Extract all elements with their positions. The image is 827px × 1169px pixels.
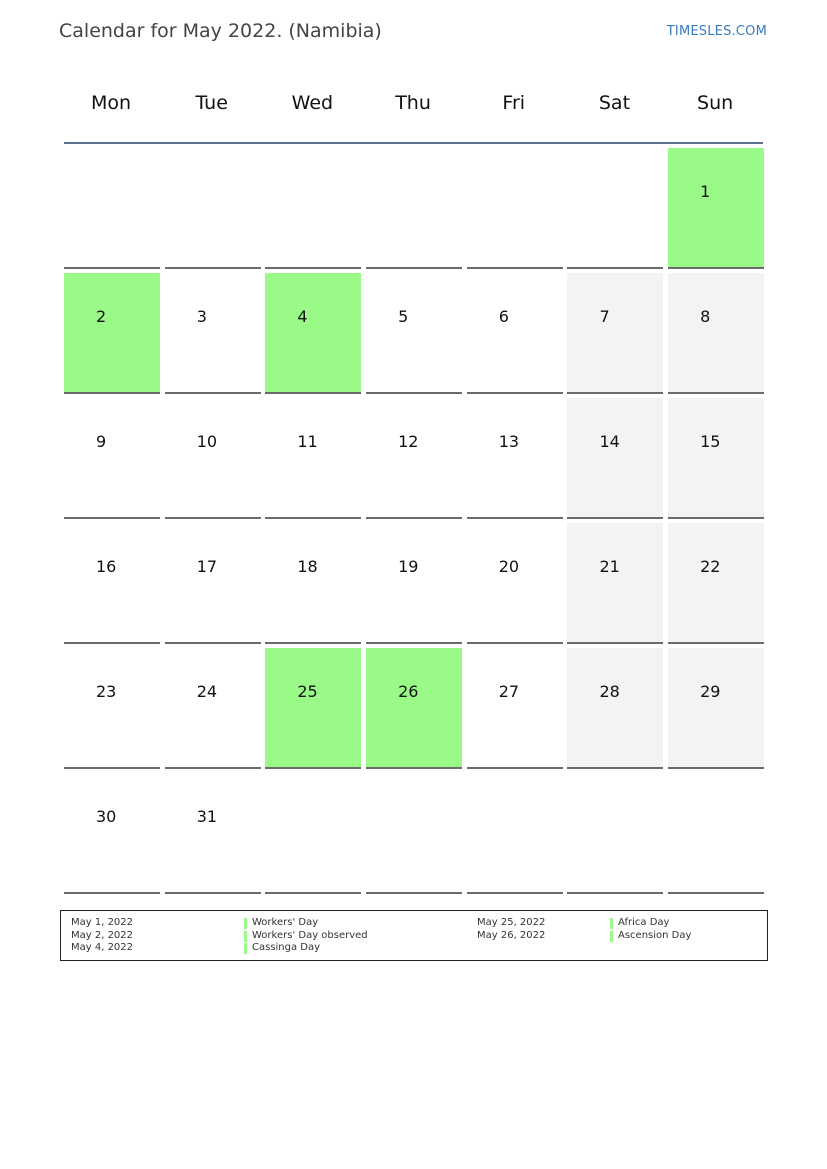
legend-date: May 1, 2022 — [71, 917, 134, 928]
day-number: 16 — [96, 557, 117, 576]
day-cell — [668, 273, 764, 394]
empty-day-cell — [366, 773, 462, 894]
day-cell — [64, 273, 160, 394]
day-number: 25 — [297, 682, 318, 701]
day-number: 9 — [96, 432, 107, 451]
legend-holiday-name: Workers' Day — [244, 917, 368, 930]
legend-dates-left — [71, 917, 133, 955]
day-number: 22 — [700, 557, 721, 576]
day-number: 10 — [196, 432, 218, 451]
day-cell — [467, 273, 563, 394]
empty-day-cell — [467, 148, 563, 269]
day-cell — [467, 398, 563, 519]
day-cell — [567, 648, 663, 769]
empty-day-cell — [567, 148, 663, 269]
day-number: 27 — [498, 682, 520, 701]
empty-day-cell — [64, 148, 160, 269]
day-number: 24 — [196, 682, 218, 701]
day-number: 29 — [700, 682, 721, 701]
day-number: 30 — [96, 807, 117, 826]
day-number: 7 — [599, 307, 610, 326]
day-cell — [165, 273, 261, 394]
empty-day-cell — [366, 148, 462, 269]
day-cell — [265, 273, 361, 394]
header-divider — [64, 142, 763, 144]
day-cell — [366, 523, 462, 644]
brand-link[interactable]: TIMESLES.COM — [666, 24, 767, 39]
day-number: 3 — [196, 307, 207, 326]
legend-holiday-name: Africa Day — [610, 917, 691, 930]
legend-date: May 25, 2022 — [477, 917, 546, 928]
day-cell — [165, 648, 261, 769]
legend-date: May 4, 2022 — [71, 942, 134, 953]
day-number: 11 — [297, 432, 318, 451]
page-title: Calendar for May 2022. (Namibia) — [59, 20, 382, 42]
day-number: 18 — [297, 557, 318, 576]
weekday-label: Sun — [697, 92, 734, 114]
day-cell — [265, 648, 361, 769]
weekday-label: Wed — [291, 92, 334, 114]
weekday-label: Sat — [598, 92, 631, 114]
day-cell — [165, 773, 261, 894]
day-cell — [366, 273, 462, 394]
day-cell — [467, 648, 563, 769]
day-cell — [668, 148, 764, 269]
holiday-legend — [60, 910, 768, 961]
legend-dates-right — [477, 917, 545, 942]
day-cell — [668, 398, 764, 519]
legend-holiday-name: Workers' Day observed — [244, 930, 368, 943]
weekday-label: Tue — [195, 92, 228, 114]
day-cell — [165, 523, 261, 644]
day-number: 8 — [700, 307, 711, 326]
day-cell — [467, 523, 563, 644]
legend-holiday-name: Cassinga Day — [244, 942, 368, 955]
day-number: 31 — [196, 807, 218, 826]
day-number: 28 — [599, 682, 620, 701]
weekday-label: Mon — [90, 92, 132, 114]
day-number: 6 — [498, 307, 509, 326]
day-number: 13 — [498, 432, 520, 451]
calendar-grid — [64, 148, 764, 894]
day-cell — [64, 523, 160, 644]
weekday-header — [63, 85, 763, 125]
day-cell — [668, 523, 764, 644]
day-cell — [366, 648, 462, 769]
day-number: 20 — [498, 557, 520, 576]
legend-names-right — [610, 917, 691, 942]
day-cell — [366, 398, 462, 519]
day-number: 15 — [700, 432, 721, 451]
day-cell — [64, 648, 160, 769]
day-number: 21 — [599, 557, 620, 576]
day-number: 26 — [398, 682, 419, 701]
day-cell — [165, 398, 261, 519]
day-number: 12 — [398, 432, 419, 451]
day-number: 23 — [96, 682, 117, 701]
day-number: 19 — [398, 557, 419, 576]
day-cell — [567, 523, 663, 644]
weekday-label: Fri — [502, 92, 526, 114]
legend-holiday-name: Ascension Day — [610, 930, 691, 943]
day-number: 17 — [196, 557, 218, 576]
legend-names-left — [244, 917, 368, 955]
empty-day-cell — [165, 148, 261, 269]
day-cell — [265, 523, 361, 644]
day-cell — [567, 273, 663, 394]
day-number: 1 — [700, 182, 711, 201]
day-cell — [668, 648, 764, 769]
day-cell — [567, 398, 663, 519]
day-cell — [265, 398, 361, 519]
empty-day-cell — [567, 773, 663, 894]
day-cell — [64, 398, 160, 519]
empty-day-cell — [668, 773, 764, 894]
day-cell — [64, 773, 160, 894]
day-number: 4 — [297, 307, 308, 326]
empty-day-cell — [265, 148, 361, 269]
legend-date: May 2, 2022 — [71, 929, 134, 941]
empty-day-cell — [467, 773, 563, 894]
empty-day-cell — [265, 773, 361, 894]
day-number: 14 — [599, 432, 620, 451]
weekday-label: Thu — [395, 92, 431, 114]
day-number: 2 — [96, 307, 107, 326]
legend-date: May 26, 2022 — [477, 929, 546, 941]
day-number: 5 — [398, 307, 409, 326]
